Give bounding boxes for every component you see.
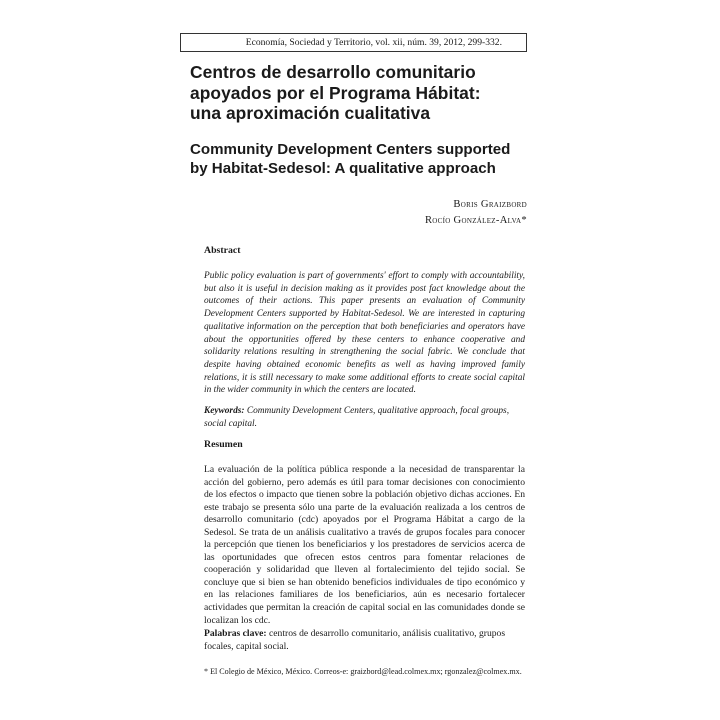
keywords-list: Community Development Centers, qualitative approach, focal groups, social capital. bbox=[204, 406, 510, 429]
keywords-label: Keywords: bbox=[204, 406, 245, 416]
resumen-body: La evaluación de la política pública responde a la necesidad de transparentar la acción del gobierno, pero además es útil para tomar decisiones con conocimiento de los efectos o impacto que tienen sobre la población objetivo dichas acciones. En este trabajo se presenta sólo una parte de la evaluación realizada a los centros de desarrollo comunitario (cdc) apoyados por el Programa Hábitat a cargo de la Sedesol. Se trata de un análisis cualitativo a través de grupos focales para conocer la percepción que tienen los beneficiarios y los prestadores de servicios acerca de las oportunidades que ofrecen estos centros para fomentar relaciones de cooperación y solidaridad que lleven al fortalecimiento del tejido social. Se concluye que si bien se han obtenido beneficios individuales de tipo económico y en las relaciones familiares de los beneficiarios, aún es necesario fortalecer actividades que permitan la creación de capital social en las comunidades donde se localizan los cdc. bbox=[204, 464, 525, 626]
abstract-heading: Abstract bbox=[204, 245, 241, 256]
title-english bbox=[190, 141, 550, 178]
author-affiliation-footnote: * El Colegio de México, México. Correos-e: graizbord@lead.colmex.mx; rgonzalez@colmex.mx. bbox=[204, 667, 522, 676]
palabras-clave-list: centros de desarrollo comunitario, análisis cualitativo, grupos focales, capital social. bbox=[204, 628, 506, 652]
journal-citation-header bbox=[180, 33, 527, 52]
title-english-line: by Habitat-Sedesol: A qualitative approach bbox=[190, 159, 496, 177]
author-name: Rocío González-Alva* bbox=[424, 215, 527, 226]
resumen-heading: Resumen bbox=[204, 439, 243, 450]
author-list bbox=[425, 197, 527, 229]
author-name: Boris Graizbord bbox=[453, 199, 527, 210]
keywords-paragraph bbox=[204, 405, 525, 430]
abstract-body: Public policy evaluation is part of governments' effort to comply with accountability, but also it is useful in decision making as it provides post fact knowledge about the outcomes of their actions. This paper presents an evaluation of Community Development Centers supported by Habitat-Sedesol. We are interested in capturing qualitative information on the perception that both beneficiaries and operators have about the opportunities offered by these centers to enhance cooperative and solidarity relations resulting in strengthening the social fabric. We conclude that despite having obtained economic benefits as well as having improved family relations, it is still necessary to make some additional efforts to create social capital in the wider community in which the centers are located. bbox=[204, 271, 525, 396]
title-spanish bbox=[190, 62, 550, 124]
journal-citation: Economía, Sociedad y Territorio, vol. xii, núm. 39, 2012, 299-332. bbox=[245, 37, 502, 48]
title-spanish-line: Centros de desarrollo comunitario bbox=[190, 62, 476, 82]
palabras-clave-label: Palabras clave: bbox=[204, 628, 267, 639]
palabras-clave-paragraph bbox=[204, 628, 525, 653]
title-spanish-line: una aproximación cualitativa bbox=[190, 103, 431, 123]
title-english-line: Community Development Centers supported bbox=[190, 141, 511, 158]
title-spanish-line: apoyados por el Programa Hábitat: bbox=[190, 82, 481, 103]
